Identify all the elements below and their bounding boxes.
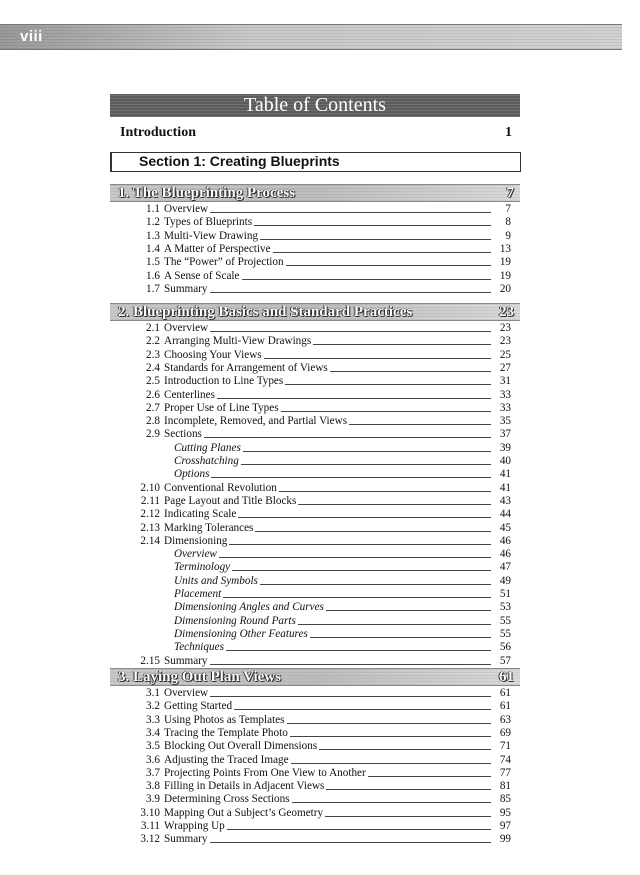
toc-entry[interactable] (128, 335, 511, 348)
leader-line (298, 504, 491, 505)
header-bar (0, 24, 622, 50)
entry-title: Marking Tolerances (164, 521, 254, 534)
chapter-page: 61 (499, 668, 514, 685)
entry-title: Arranging Multi-View Drawings (164, 335, 312, 348)
entry-number: 1.1 (146, 203, 160, 215)
toc-subentry[interactable] (174, 548, 511, 561)
toc-entry[interactable] (128, 754, 511, 767)
leader-line (232, 570, 491, 571)
entry-title: Overview (164, 687, 209, 699)
entry-title: Dimensioning Other Features (174, 627, 308, 640)
entry-page: 55 (499, 627, 511, 640)
entry-number: 2.5 (146, 375, 160, 388)
entry-number: 1.5 (146, 256, 160, 269)
toc-subentry[interactable] (174, 561, 511, 574)
entry-number: 1.4 (146, 242, 160, 255)
leader-line (326, 610, 491, 611)
entry-title: Choosing Your Views (164, 348, 262, 361)
toc-entry[interactable] (128, 714, 511, 727)
section-heading (110, 152, 521, 172)
leader-line (229, 544, 491, 545)
entry-page: 9 (505, 229, 511, 242)
toc-subentry[interactable] (174, 615, 511, 628)
leader-line (242, 279, 492, 280)
entry-title: Standards for Arrangement of Views (164, 361, 328, 374)
entry-number: 3.2 (146, 700, 160, 713)
entry-page: 69 (499, 726, 511, 739)
leader-line (326, 789, 491, 790)
entry-title: Dimensioning Round Parts (174, 614, 296, 627)
entry-page: 43 (499, 494, 511, 507)
entry-page: 19 (499, 256, 511, 269)
toc-subentry[interactable] (174, 442, 511, 455)
entry-page: 47 (499, 561, 511, 574)
leader-line (234, 709, 491, 710)
toc-entry[interactable] (128, 807, 511, 820)
entry-title: Placement (174, 588, 222, 600)
leader-line (227, 829, 491, 830)
toc-entry[interactable] (128, 243, 511, 256)
leader-line (273, 252, 491, 253)
entry-number: 2.13 (140, 521, 160, 534)
entry-number: 2.8 (146, 415, 160, 428)
entry-title: Tracing the Template Photo (164, 726, 288, 739)
entry-page: 35 (499, 415, 511, 428)
leader-line (313, 344, 491, 345)
chapter-page: 7 (506, 184, 514, 201)
leader-line (223, 597, 491, 598)
entry-page: 71 (499, 740, 511, 753)
entry-page: 45 (499, 521, 511, 534)
introduction-entry[interactable] (120, 125, 512, 141)
entry-page: 99 (499, 833, 511, 846)
entry-title: Page Layout and Title Blocks (164, 494, 297, 507)
leader-line (319, 749, 491, 750)
toc-entry[interactable] (128, 389, 511, 402)
entry-title: Overview (164, 322, 209, 334)
entry-page: 41 (499, 468, 511, 481)
leader-line (287, 723, 491, 724)
entry-page: 46 (499, 548, 511, 561)
entry-title: Crosshatching (174, 455, 239, 467)
leader-line (254, 225, 491, 226)
leader-line (219, 557, 491, 558)
page-number: viii (20, 28, 43, 45)
entry-title: The “Power” of Projection (164, 256, 284, 269)
entry-page: 19 (499, 269, 511, 282)
leader-line (217, 398, 491, 399)
entry-number: 2.1 (146, 322, 160, 334)
entry-page: 81 (499, 780, 511, 793)
entry-page: 7 (505, 203, 511, 215)
entry-number: 1.6 (146, 269, 160, 282)
entry-title: Dimensioning Angles and Curves (174, 601, 324, 614)
toc-entry[interactable] (128, 230, 511, 243)
toc-entry[interactable] (128, 508, 511, 521)
entry-number: 3.3 (146, 713, 160, 726)
entry-title: Projecting Points From One View to Another (164, 766, 366, 779)
toc-entry[interactable] (128, 820, 511, 833)
entry-title: Summary (164, 282, 208, 295)
entry-number: 3.8 (146, 780, 160, 793)
entry-title: Blocking Out Overall Dimensions (164, 740, 318, 753)
toc-subentry[interactable] (174, 588, 511, 601)
leader-line (298, 624, 491, 625)
leader-line (255, 531, 491, 532)
section-label: Section 1: Creating Blueprints (139, 153, 340, 169)
toc-subentry[interactable] (174, 628, 511, 641)
introduction-label: Introduction (120, 125, 196, 140)
leader-line (210, 331, 491, 332)
entry-number: 2.4 (146, 361, 160, 374)
leader-line (290, 736, 491, 737)
entry-page: 39 (499, 441, 511, 454)
toc-entry[interactable] (128, 482, 511, 495)
entry-title: Terminology (174, 561, 231, 574)
toc-entry[interactable] (128, 283, 511, 296)
toc-subentry[interactable] (174, 468, 511, 481)
chapter-heading[interactable] (110, 303, 520, 321)
toc-title-banner (110, 94, 520, 117)
entry-number: 3.9 (146, 793, 160, 806)
toc-entry[interactable] (128, 700, 511, 713)
toc-entry[interactable] (128, 687, 511, 700)
entry-page: 57 (499, 654, 511, 667)
entry-title: Overview (164, 203, 209, 215)
entry-page: 8 (505, 216, 511, 229)
entry-page: 20 (499, 282, 511, 295)
entry-title: Summary (164, 833, 208, 846)
leader-line (330, 371, 491, 372)
entry-page: 55 (499, 614, 511, 627)
leader-line (285, 384, 491, 385)
entry-number: 1.2 (146, 216, 160, 229)
entry-number: 2.10 (140, 481, 160, 494)
entry-page: 23 (499, 335, 511, 348)
leader-line (260, 584, 491, 585)
entry-title: Incomplete, Removed, and Partial Views (164, 415, 348, 428)
entry-number: 2.14 (140, 534, 160, 547)
entry-page: 97 (499, 820, 511, 832)
page-title: Table of Contents (244, 94, 386, 116)
entry-number: 2.11 (140, 494, 160, 507)
entry-page: 51 (499, 588, 511, 600)
entry-page: 74 (499, 753, 511, 766)
entry-number: 3.12 (140, 833, 160, 846)
toc-entry[interactable] (128, 349, 511, 362)
toc-entry[interactable] (128, 256, 511, 269)
entry-page: 49 (499, 574, 511, 587)
chapter-page: 23 (499, 303, 514, 320)
entry-number: 3.6 (146, 753, 160, 766)
entry-page: 23 (499, 322, 511, 334)
leader-line (243, 451, 491, 452)
entry-number: 2.6 (146, 388, 160, 401)
toc-entry[interactable] (128, 428, 511, 441)
entry-page: 13 (499, 242, 511, 255)
leader-line (260, 239, 491, 240)
toc-entry[interactable] (128, 767, 511, 780)
toc-entry[interactable] (128, 780, 511, 793)
entry-title: Dimensioning (164, 534, 228, 547)
leader-line (210, 664, 491, 665)
leader-line (210, 292, 491, 293)
entry-number: 2.15 (140, 654, 160, 667)
entry-title: Mapping Out a Subject’s Geometry (164, 806, 324, 819)
leader-line (241, 464, 491, 465)
toc-entry[interactable] (128, 270, 511, 283)
entry-title: Proper Use of Line Types (164, 401, 279, 414)
toc-entry[interactable] (128, 833, 511, 846)
entry-number: 2.12 (140, 508, 160, 521)
entry-number: 3.7 (146, 766, 160, 779)
entry-title: Introduction to Line Types (164, 375, 284, 388)
toc-subentry[interactable] (174, 601, 511, 614)
entry-page: 53 (499, 601, 511, 614)
entry-page: 33 (499, 388, 511, 401)
chapter-title: 2. Blueprinting Basics and Standard Practices (118, 303, 413, 320)
entry-page: 56 (499, 641, 511, 654)
entry-title: Conventional Revolution (164, 481, 277, 494)
leader-line (264, 358, 491, 359)
chapter-heading[interactable] (110, 184, 520, 202)
leader-line (210, 842, 491, 843)
entry-title: Adjusting the Traced Image (164, 753, 289, 766)
toc-entry[interactable] (128, 322, 511, 335)
entry-title: Filling in Details in Adjacent Views (164, 780, 325, 793)
toc-subentry[interactable] (174, 575, 511, 588)
leader-line (210, 696, 491, 697)
toc-entry[interactable] (128, 740, 511, 753)
entry-page: 61 (499, 700, 511, 713)
entry-number: 3.11 (140, 820, 160, 832)
toc-entry[interactable] (128, 415, 511, 428)
entry-page: 41 (499, 481, 511, 494)
leader-line (279, 491, 491, 492)
entry-title: A Matter of Perspective (164, 242, 271, 255)
entry-title: Centerlines (164, 388, 215, 401)
entry-number: 1.7 (146, 282, 160, 295)
entry-title: Getting Started (164, 700, 233, 713)
entry-page: 85 (499, 793, 511, 806)
entry-title: Types of Blueprints (164, 216, 253, 229)
leader-line (281, 411, 491, 412)
entry-title: Determining Cross Sections (164, 793, 290, 806)
entry-title: Multi-View Drawing (164, 229, 259, 242)
toc-entry[interactable] (128, 402, 511, 415)
leader-line (286, 265, 491, 266)
leader-line (325, 816, 491, 817)
leader-line (368, 776, 491, 777)
leader-line (238, 517, 491, 518)
entry-number: 2.7 (146, 401, 160, 414)
entry-page: 95 (499, 806, 511, 819)
toc-subentry[interactable] (174, 641, 511, 654)
entry-number: 3.10 (140, 806, 160, 819)
entry-page: 40 (499, 455, 511, 467)
entry-title: Overview (174, 548, 217, 561)
toc-entry[interactable] (128, 375, 511, 388)
entry-title: Indicating Scale (164, 508, 237, 521)
leader-line (226, 650, 491, 651)
leader-line (291, 763, 491, 764)
entry-page: 46 (499, 534, 511, 547)
entry-number: 3.5 (146, 740, 160, 753)
entry-title: Sections (164, 428, 202, 441)
entry-number: 2.3 (146, 348, 160, 361)
leader-line (211, 477, 491, 478)
leader-line (210, 212, 491, 213)
toc-subentry[interactable] (174, 455, 511, 468)
toc-entry[interactable] (128, 655, 511, 668)
entry-title: A Sense of Scale (164, 269, 240, 282)
entry-page: 33 (499, 401, 511, 414)
entry-title: Techniques (174, 641, 224, 654)
toc-entry[interactable] (128, 362, 511, 375)
entry-title: Summary (164, 654, 208, 667)
leader-line (310, 637, 491, 638)
entry-page: 63 (499, 713, 511, 726)
entry-number: 2.2 (146, 335, 160, 348)
entry-title: Units and Symbols (174, 574, 258, 587)
entry-page: 61 (499, 687, 511, 699)
leader-line (349, 424, 491, 425)
toc-entry[interactable] (128, 727, 511, 740)
entry-title: Wrapping Up (164, 820, 225, 832)
toc-entry[interactable] (128, 793, 511, 806)
entry-number: 3.4 (146, 726, 160, 739)
chapter-heading[interactable] (110, 668, 520, 686)
entry-page: 37 (499, 428, 511, 441)
entry-page: 27 (499, 361, 511, 374)
entry-number: 1.3 (146, 229, 160, 242)
toc-entry[interactable] (128, 216, 511, 229)
leader-line (292, 802, 491, 803)
chapter-title: 1. The Blueprinting Process (118, 184, 295, 201)
toc-entry[interactable] (128, 495, 511, 508)
entry-page: 44 (499, 508, 511, 521)
entry-title: Options (174, 468, 210, 481)
toc-entry[interactable] (128, 535, 511, 548)
toc-entry[interactable] (128, 522, 511, 535)
entry-page: 25 (499, 348, 511, 361)
chapter-title: 3. Laying Out Plan Views (118, 668, 281, 685)
entry-page: 77 (499, 766, 511, 779)
introduction-page: 1 (505, 125, 512, 140)
toc-entry[interactable] (128, 203, 511, 216)
entry-number: 2.9 (146, 428, 160, 441)
leader-line (204, 437, 491, 438)
entry-number: 3.1 (146, 687, 160, 699)
entry-title: Cutting Planes (174, 441, 241, 454)
entry-page: 31 (499, 375, 511, 388)
entry-title: Using Photos as Templates (164, 713, 285, 726)
